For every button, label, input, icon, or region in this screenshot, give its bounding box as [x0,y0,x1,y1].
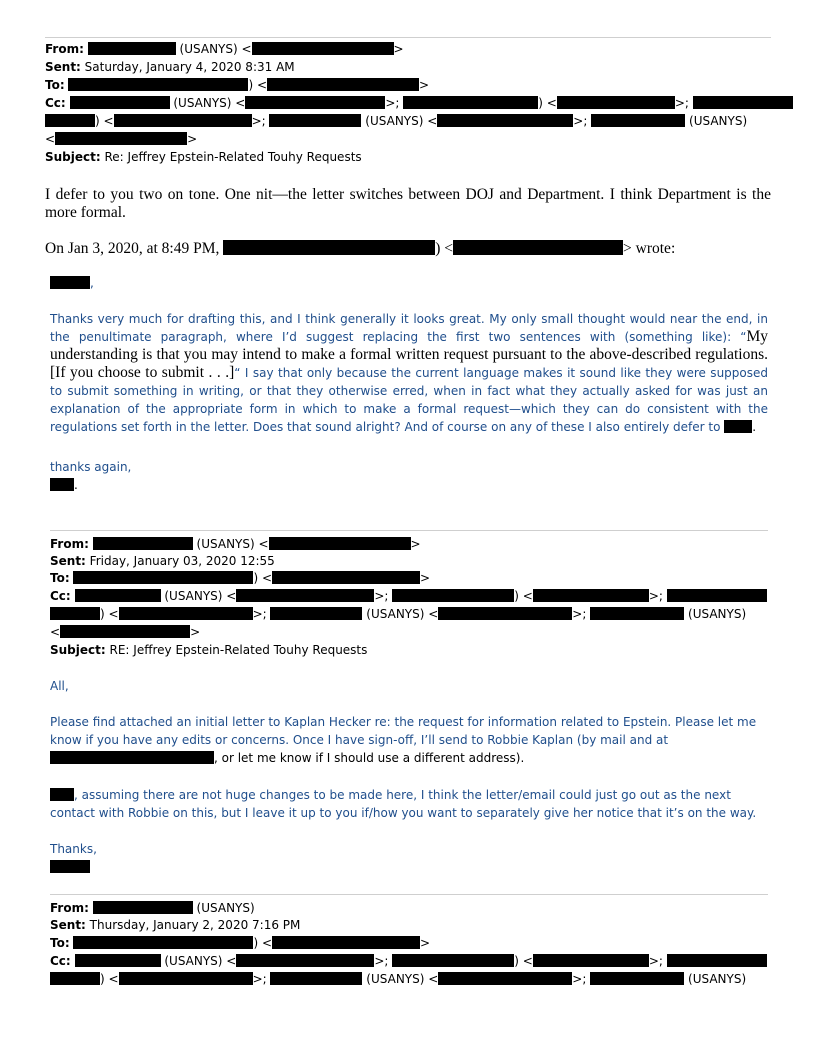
bracket: ) < [514,954,533,968]
bracket: > [420,571,431,585]
bracket: > [419,78,430,92]
redaction-box [252,42,394,55]
separator-line [45,37,771,38]
redaction-box [453,240,623,255]
to-label: To: [50,571,70,585]
quoted-text-2: “ I say that only because the current language makes it sound like they were supposed to submit something in writing, or that they otherwise erred, when in fact what they actually asked for was just an explanation of the appropriate form in which to make a formal request—which they can do consistent with the regulations set forth in the letter. Does that sound alright? And of course on any of these I also entirely defer to [50,366,768,434]
org-text: (USANYS) < [160,589,237,603]
bracket: >; [572,972,591,986]
bracket: >; [385,96,404,110]
email2-sent-line [50,552,275,570]
email1-cc-line [45,94,793,112]
redaction-box [93,901,193,914]
redaction-box [270,607,362,620]
redaction-box [114,114,252,127]
org-text: (USANYS) < [175,42,252,56]
redaction-box [50,972,100,985]
redaction-box [437,114,573,127]
email2-greeting: All, [50,679,69,693]
email2-from-line [50,535,421,553]
redaction-box [272,571,420,584]
paragraph-text: , assuming there are not huge changes to be made here, I think the letter/email could just go out as the next contact with Robbie on this, but I leave it up to you if/how you want to separately give her notice that it’s on the way. [50,788,757,820]
bracket: >; [252,607,271,621]
signature-line [50,858,90,876]
email3-cc-line [50,952,767,970]
from-label: From: [50,537,89,551]
redaction-box [236,589,374,602]
sent-date: Saturday, January 4, 2020 8:31 AM [80,60,295,74]
email3-to-line [50,934,430,952]
redaction-box [557,96,675,109]
bracket: >; [674,96,693,110]
bracket: >; [648,954,667,968]
bracket: ) < [100,607,119,621]
signature-line [50,476,78,494]
redaction-box [272,936,420,949]
redaction-box [119,972,253,985]
redaction-box [667,954,767,967]
email3-sent-line [50,916,300,934]
email2-subject-line [50,641,367,659]
subject-text: RE: Jeffrey Epstein-Related Touhy Requests [105,643,368,657]
bracket: >; [252,972,271,986]
separator-line [50,894,768,895]
redaction-box [269,114,361,127]
bracket: ) < [514,589,533,603]
redaction-box [590,972,684,985]
bracket: > [420,936,431,950]
email2-thanks: Thanks, [50,842,97,856]
redaction-box [270,972,362,985]
bracket: >; [648,589,667,603]
quoted-suggestion: My understanding is that you may intend to make a formal written request pursuant to the above-described regulations. [If you choose to submit . . .] [50,328,768,381]
email2-cc-line-3 [50,623,200,641]
redaction-box [245,96,385,109]
subject-text: Re: Jeffrey Epstein-Related Touhy Requests [100,150,362,164]
org-text: (USANYS) < [169,96,246,110]
email3-cc-line-2 [50,970,746,988]
quote-wrote: > wrote: [623,240,676,257]
bracket: >; [573,114,592,128]
redaction-box [50,478,74,491]
redaction-box [403,96,538,109]
to-label: To: [45,78,65,92]
redaction-box [93,537,193,550]
org-text: (USANYS) [684,972,747,986]
email2-to-line [50,569,430,587]
subject-label: Subject: [45,150,101,164]
redaction-box [73,571,253,584]
redaction-box [724,420,752,433]
sent-label: Sent: [45,60,81,74]
sent-date: Friday, January 03, 2020 12:55 [85,554,275,568]
bracket: >; [572,607,591,621]
redaction-box [392,954,514,967]
email2-paragraph-1 [50,713,768,767]
email1-cc-line-3 [45,130,197,148]
org-text: (USANYS) < [361,114,438,128]
sent-label: Sent: [50,918,86,932]
bracket: > [393,42,404,56]
from-label: From: [45,42,84,56]
bracket: ) < [95,114,114,128]
email2-cc-line-2 [50,605,746,623]
bracket: ) < [435,240,454,257]
cc-label: Cc: [50,954,71,968]
bracket: >; [251,114,270,128]
bracket: ) < [253,936,273,950]
paragraph-tail: , or let me know if I should use a different address). [214,751,525,765]
org-text: (USANYS) < [362,972,439,986]
redaction-box [392,589,514,602]
redaction-box [693,96,793,109]
separator-line [50,530,768,531]
org-text: (USANYS) [192,901,255,915]
to-label: To: [50,936,70,950]
email2-paragraph-2 [50,786,768,822]
email1-body [45,186,771,222]
org-text: (USANYS) < [192,537,269,551]
email3-from-line [50,899,255,917]
redaction-box [533,954,649,967]
bracket: ) < [248,78,268,92]
from-label: From: [50,901,89,915]
sent-date: Thursday, January 2, 2020 7:16 PM [85,918,301,932]
redaction-box [591,114,685,127]
quoted-paragraph [50,310,768,436]
period: . [752,420,757,434]
redaction-box [75,954,161,967]
bracket: > [410,537,421,551]
thanks-again: thanks again, [50,460,132,474]
redaction-box [50,751,214,764]
quoted-text-1: Thanks very much for drafting this, and I think generally it looks great. My only small thought would near the end, in the penultimate paragraph, where I’d suggest replacing the first two sentences with (something like): “ [50,312,768,344]
bracket: ) < [100,972,119,986]
redaction-box [88,42,176,55]
subject-label: Subject: [50,643,106,657]
org-text: (USANYS) < [160,954,237,968]
email1-cc-line-2 [45,112,747,130]
bracket: >; [374,954,393,968]
bracket: < [45,132,56,146]
email1-to-line [45,76,429,94]
redaction-box [73,936,253,949]
redaction-box [236,954,374,967]
redaction-box [50,276,90,289]
org-text: (USANYS) < [362,607,439,621]
quote-intro-line [45,240,675,258]
body-text: I defer to you two on tone. One nit—the letter switches between DOJ and Department. I think Department is the more formal. [45,186,771,221]
redaction-box [45,114,95,127]
cc-label: Cc: [45,96,66,110]
redaction-box [70,96,170,109]
bracket: >; [374,589,393,603]
redaction-box [267,78,419,91]
redaction-box [55,132,187,145]
paragraph-text: Please find attached an initial letter to Kaplan Hecker re: the request for information related to Epstein. Please let me know if you have any edits or concerns. Once I have sign-off, I’ll send to Robbie Kaplan (by mail and at [50,715,757,747]
bracket: < [50,625,61,639]
cc-label: Cc: [50,589,71,603]
redaction-box [68,78,248,91]
email1-from-line [45,40,404,58]
bracket: > [187,132,198,146]
sent-label: Sent: [50,554,86,568]
email2-cc-line [50,587,767,605]
bracket: ) < [538,96,557,110]
redaction-box [60,625,190,638]
redaction-box [50,788,74,801]
redaction-box [50,860,90,873]
org-text: (USANYS) [685,114,748,128]
redaction-box [438,972,572,985]
period: . [74,478,78,492]
quoted-salutation [50,274,94,292]
comma: , [90,276,94,290]
redaction-box [533,589,649,602]
quote-intro: On Jan 3, 2020, at 8:49 PM, [45,240,220,257]
redaction-box [75,589,161,602]
email1-sent-line [45,58,295,76]
redaction-box [438,607,572,620]
email1-subject-line [45,148,362,166]
redaction-box [667,589,767,602]
redaction-box [50,607,100,620]
redaction-box [223,240,435,255]
org-text: (USANYS) [684,607,747,621]
redaction-box [590,607,684,620]
bracket: > [190,625,201,639]
bracket: ) < [253,571,273,585]
redaction-box [119,607,253,620]
redaction-box [269,537,411,550]
